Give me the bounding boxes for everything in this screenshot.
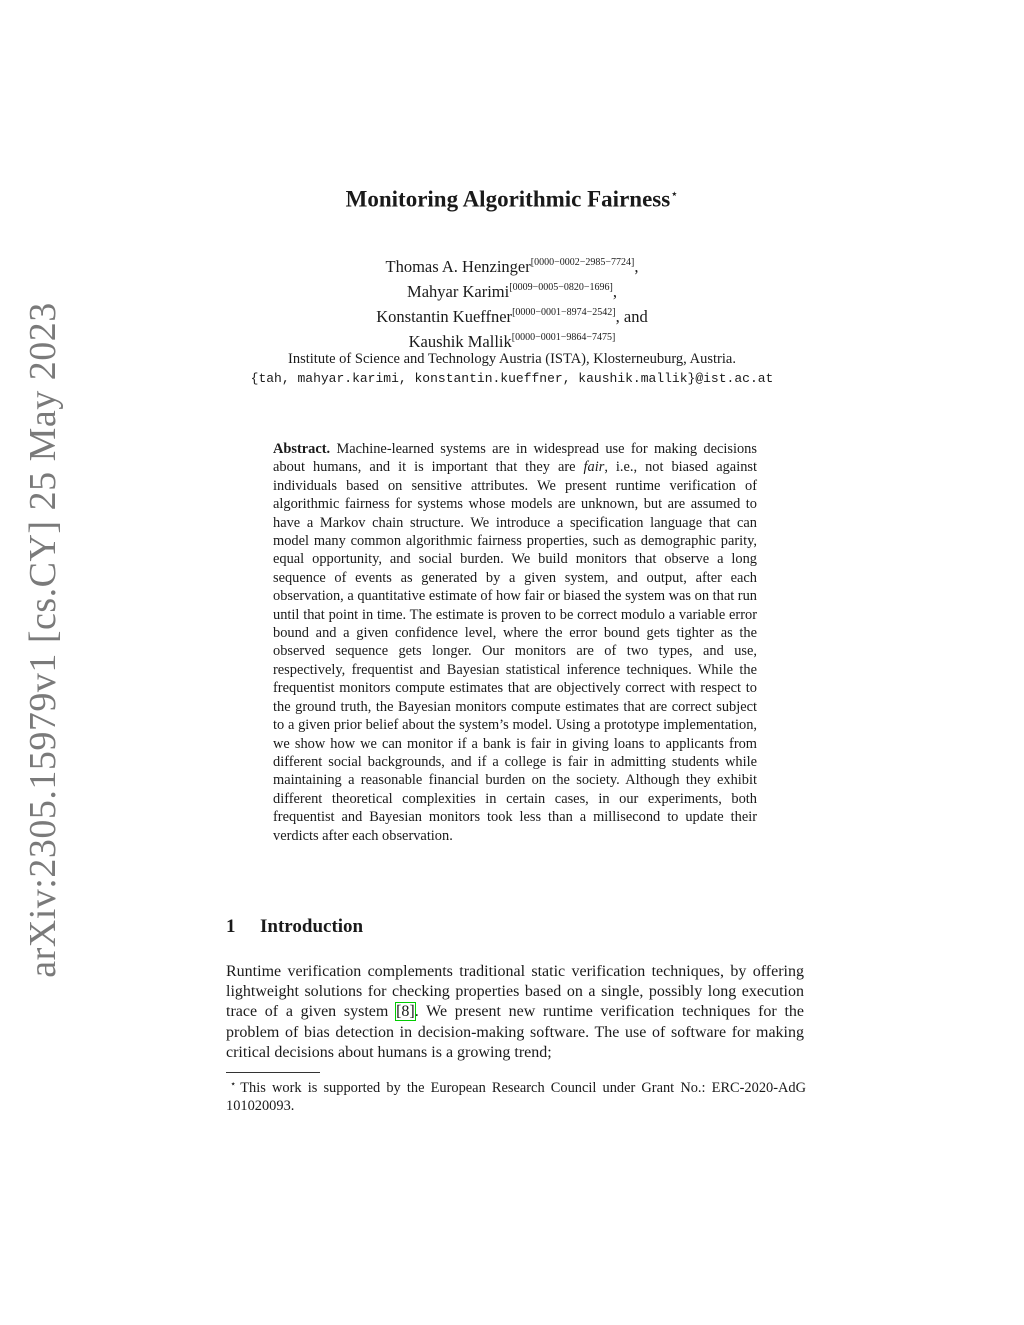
orcid-id[interactable]: [0000−0002−2985−7724] — [530, 257, 635, 268]
section-number: 1 — [226, 916, 236, 937]
intro-text-part-2: . We present new runtime verification techniques for the problem of bias detection in decision-making software. The use of software for making critical decisions about humans is a growing trend; — [226, 1003, 805, 1061]
footnote-divider — [226, 1072, 320, 1073]
author — [0, 327, 1024, 352]
paper-title-text: Monitoring Algorithmic Fairness — [345, 186, 671, 212]
footnote-text: This work is supported by the European Research Council under Grant No.: ERC-2020-AdG 101020093. — [226, 1080, 806, 1115]
section-title: Introduction — [260, 916, 364, 937]
affiliation: Institute of Science and Technology Austria (ISTA), Klosterneuburg, Austria. — [288, 351, 736, 367]
author — [0, 302, 1024, 327]
introduction-paragraph — [226, 962, 804, 1063]
abstract-text-part-2: , i.e., not biased against individuals based on sensitive attributes. We present runtime verification of algorithmic fairness for systems whose models are unknown, but are assumed to have a Markov chain structure. We introduce a specification language that can model many common algorithmic fairness properties, such as demographic parity, equal opportunity, and social burden. We build monitors that observe a long sequence of events as generated by a given system, and output, after each observation, a quantitative estimate of how fair or biased the system was on that run until that point in time. The estimate is proven to be correct modulo a variable error bound and a given confidence level, where the error bound gets tighter as the observed sequence gets longer. Our monitors are of two types, and use, respectively, frequentist and Bayesian statistical inference techniques. While the frequentist monitors compute estimates that are objectively correct with respect to the ground truth, the Bayesian monitors compute estimates that are correct subject to a given prior belief about the system’s model. Using a prototype implementation, we show how we can monitor if a bank is fair in giving loans to applicants from different social backgrounds, and if a college is fair in admitting students while maintaining a reasonable financial burden on the society. Although they exhibit different theoretical complexities in certain cases, in our experiments, both frequentist and Bayesian monitors took less than a millisecond to update their verdicts after each observation. — [273, 459, 757, 844]
paper-title — [0, 186, 1024, 213]
footnote-mark: ⋆ — [230, 1079, 237, 1090]
author-separator: , — [612, 282, 617, 301]
abstract — [273, 440, 757, 845]
abstract-label: Abstract. — [273, 441, 331, 457]
affiliation-block — [0, 350, 1024, 388]
author — [0, 277, 1024, 302]
author-list — [0, 252, 1024, 352]
author-name: Mahyar Karimi — [407, 282, 510, 301]
section-heading-introduction — [226, 916, 363, 938]
orcid-id[interactable]: [0000−0001−8974−2542] — [512, 307, 616, 318]
title-footnote-mark[interactable]: ⋆ — [670, 186, 679, 201]
author-emails[interactable]: {tah, mahyar.karimi, konstantin.kueffner, kaushik.mallik}@ist.ac.at — [250, 371, 774, 386]
orcid-id[interactable]: [0009−0005−0820−1696] — [509, 282, 613, 293]
author — [0, 252, 1024, 277]
abstract-text-part-1: Machine-learned systems are in widespread use for making decisions about humans, and it is important that they are — [273, 441, 757, 476]
orcid-id[interactable]: [0000−0001−9864−7475] — [511, 332, 616, 343]
intro-text-part-1: Runtime verification complements traditional static verification techniques, by offering lightweight solutions for checking properties based on a single, possibly long execution trace of a given system — [226, 963, 804, 1021]
author-name: Thomas A. Henzinger — [385, 257, 531, 276]
abstract-emphasis: fair — [583, 459, 605, 476]
arxiv-identifier[interactable]: arXiv:2305.15979v1 [cs.CY] 25 May 2023 — [22, 302, 64, 978]
author-separator: , — [634, 257, 639, 276]
citation-link[interactable]: [8] — [396, 1003, 415, 1021]
author-separator: , and — [615, 307, 648, 326]
author-name: Konstantin Kueffner — [376, 307, 513, 326]
author-name: Kaushik Mallik — [408, 332, 512, 351]
footnote — [226, 1076, 806, 1116]
